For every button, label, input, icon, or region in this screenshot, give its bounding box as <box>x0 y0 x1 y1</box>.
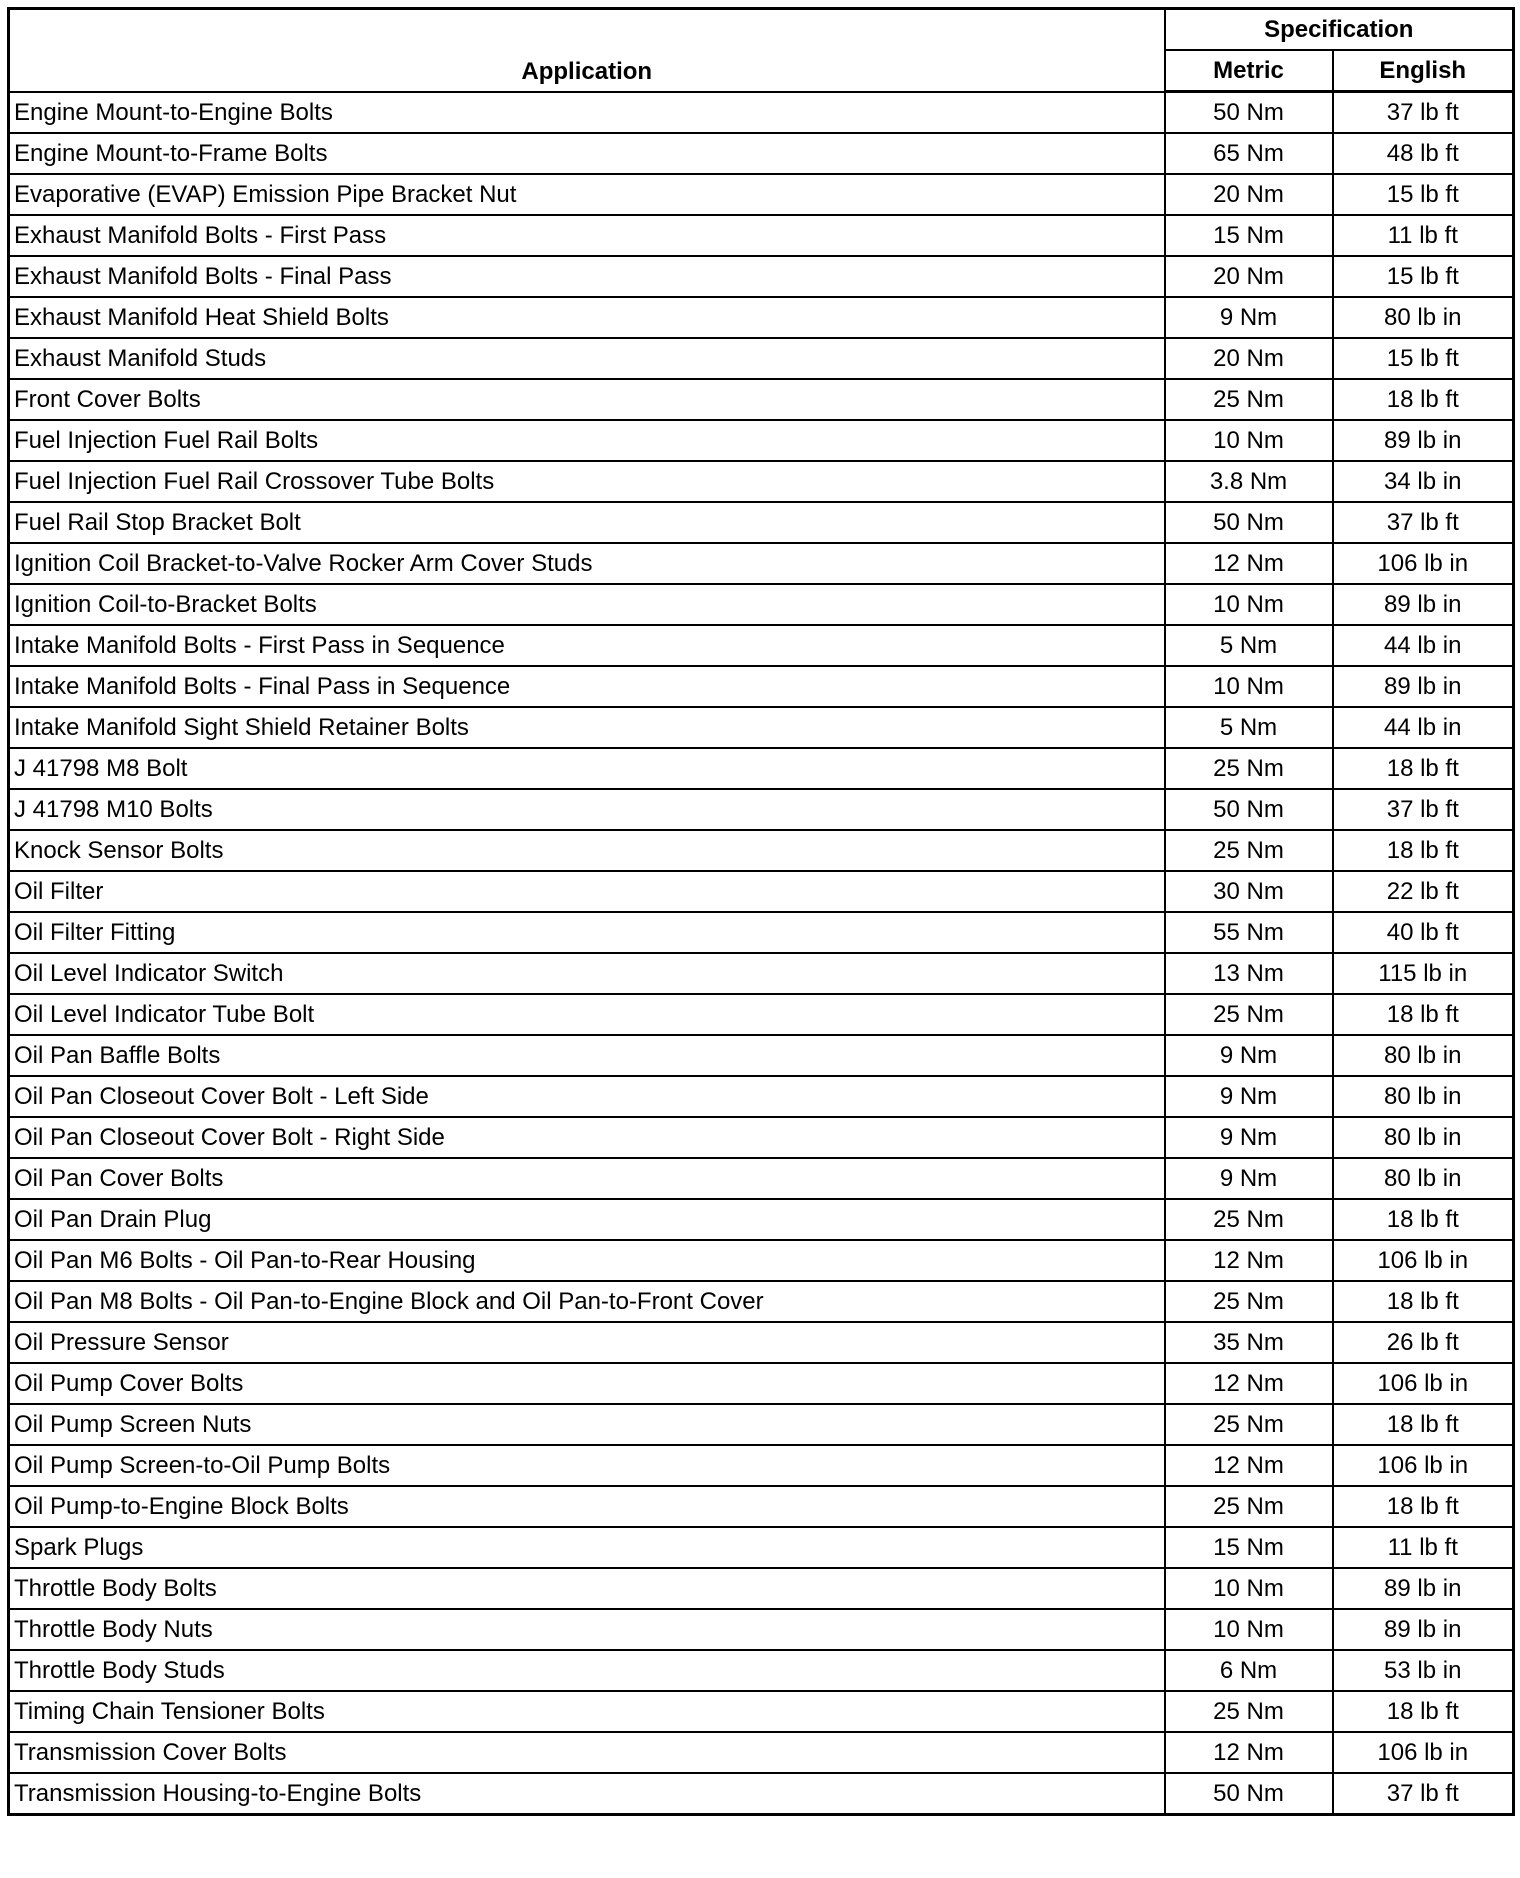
table-row <box>9 420 1514 461</box>
application-cell: Engine Mount-to-Frame Bolts <box>9 133 1165 174</box>
table-row <box>9 1158 1514 1199</box>
application-cell: Fuel Injection Fuel Rail Crossover Tube Bolts <box>9 461 1165 502</box>
english-cell: 37 lb ft <box>1333 1773 1514 1815</box>
metric-cell: 25 Nm <box>1165 1486 1333 1527</box>
english-cell: 18 lb ft <box>1333 994 1514 1035</box>
table-row <box>9 1650 1514 1691</box>
metric-cell: 5 Nm <box>1165 707 1333 748</box>
english-cell: 80 lb in <box>1333 1035 1514 1076</box>
metric-cell: 12 Nm <box>1165 1363 1333 1404</box>
english-cell: 18 lb ft <box>1333 1486 1514 1527</box>
metric-cell: 50 Nm <box>1165 1773 1333 1815</box>
english-cell: 18 lb ft <box>1333 379 1514 420</box>
english-cell: 80 lb in <box>1333 1076 1514 1117</box>
english-cell: 18 lb ft <box>1333 1404 1514 1445</box>
table-row <box>9 297 1514 338</box>
application-cell: Intake Manifold Bolts - Final Pass in Sequence <box>9 666 1165 707</box>
application-cell: Oil Pan Cover Bolts <box>9 1158 1165 1199</box>
application-cell: Ignition Coil-to-Bracket Bolts <box>9 584 1165 625</box>
table-row <box>9 1568 1514 1609</box>
metric-cell: 50 Nm <box>1165 789 1333 830</box>
metric-cell: 10 Nm <box>1165 1609 1333 1650</box>
english-cell: 106 lb in <box>1333 1732 1514 1773</box>
metric-cell: 35 Nm <box>1165 1322 1333 1363</box>
table-row <box>9 1117 1514 1158</box>
english-cell: 18 lb ft <box>1333 1281 1514 1322</box>
table-row <box>9 1404 1514 1445</box>
table-body <box>9 92 1514 1815</box>
application-cell: J 41798 M10 Bolts <box>9 789 1165 830</box>
table-row <box>9 461 1514 502</box>
metric-cell: 9 Nm <box>1165 1117 1333 1158</box>
metric-cell: 12 Nm <box>1165 1732 1333 1773</box>
application-cell: Exhaust Manifold Studs <box>9 338 1165 379</box>
table-row <box>9 748 1514 789</box>
table-row <box>9 707 1514 748</box>
metric-cell: 9 Nm <box>1165 297 1333 338</box>
application-cell: Throttle Body Nuts <box>9 1609 1165 1650</box>
application-cell: Engine Mount-to-Engine Bolts <box>9 92 1165 134</box>
metric-cell: 3.8 Nm <box>1165 461 1333 502</box>
table-row <box>9 871 1514 912</box>
metric-cell: 13 Nm <box>1165 953 1333 994</box>
english-cell: 11 lb ft <box>1333 215 1514 256</box>
table-row <box>9 830 1514 871</box>
table-row <box>9 666 1514 707</box>
application-cell: Fuel Rail Stop Bracket Bolt <box>9 502 1165 543</box>
metric-cell: 25 Nm <box>1165 1404 1333 1445</box>
application-cell: Spark Plugs <box>9 1527 1165 1568</box>
metric-cell: 12 Nm <box>1165 1445 1333 1486</box>
torque-spec-table <box>7 7 1515 1816</box>
table-row <box>9 543 1514 584</box>
metric-cell: 5 Nm <box>1165 625 1333 666</box>
application-cell: Oil Filter Fitting <box>9 912 1165 953</box>
english-cell: 18 lb ft <box>1333 748 1514 789</box>
application-cell: Fuel Injection Fuel Rail Bolts <box>9 420 1165 461</box>
english-cell: 80 lb in <box>1333 297 1514 338</box>
application-cell: Oil Pan M8 Bolts - Oil Pan-to-Engine Block and Oil Pan-to-Front Cover <box>9 1281 1165 1322</box>
table-row <box>9 379 1514 420</box>
metric-cell: 9 Nm <box>1165 1158 1333 1199</box>
application-cell: Evaporative (EVAP) Emission Pipe Bracket Nut <box>9 174 1165 215</box>
application-cell: Exhaust Manifold Bolts - First Pass <box>9 215 1165 256</box>
application-cell: Oil Pan Closeout Cover Bolt - Left Side <box>9 1076 1165 1117</box>
application-cell: Oil Pump-to-Engine Block Bolts <box>9 1486 1165 1527</box>
metric-cell: 12 Nm <box>1165 1240 1333 1281</box>
table-row <box>9 1076 1514 1117</box>
english-cell: 18 lb ft <box>1333 1691 1514 1732</box>
metric-cell: 15 Nm <box>1165 215 1333 256</box>
table-row <box>9 1322 1514 1363</box>
metric-cell: 25 Nm <box>1165 1199 1333 1240</box>
table-row <box>9 625 1514 666</box>
table-row <box>9 1363 1514 1404</box>
english-cell: 89 lb in <box>1333 584 1514 625</box>
english-cell: 37 lb ft <box>1333 789 1514 830</box>
english-cell: 40 lb ft <box>1333 912 1514 953</box>
english-cell: 15 lb ft <box>1333 338 1514 379</box>
metric-cell: 65 Nm <box>1165 133 1333 174</box>
metric-cell: 10 Nm <box>1165 584 1333 625</box>
english-cell: 37 lb ft <box>1333 92 1514 134</box>
table-row <box>9 1199 1514 1240</box>
metric-cell: 25 Nm <box>1165 994 1333 1035</box>
application-cell: Exhaust Manifold Heat Shield Bolts <box>9 297 1165 338</box>
english-cell: 106 lb in <box>1333 1240 1514 1281</box>
metric-cell: 10 Nm <box>1165 1568 1333 1609</box>
metric-cell: 20 Nm <box>1165 338 1333 379</box>
table-row <box>9 1240 1514 1281</box>
table-row <box>9 584 1514 625</box>
metric-cell: 30 Nm <box>1165 871 1333 912</box>
english-cell: 11 lb ft <box>1333 1527 1514 1568</box>
english-cell: 89 lb in <box>1333 666 1514 707</box>
application-cell: Oil Filter <box>9 871 1165 912</box>
application-cell: Oil Pump Screen Nuts <box>9 1404 1165 1445</box>
table-row <box>9 953 1514 994</box>
application-cell: Throttle Body Bolts <box>9 1568 1165 1609</box>
application-cell: Transmission Cover Bolts <box>9 1732 1165 1773</box>
table-row <box>9 256 1514 297</box>
english-cell: 18 lb ft <box>1333 830 1514 871</box>
metric-cell: 9 Nm <box>1165 1035 1333 1076</box>
application-cell: Oil Pressure Sensor <box>9 1322 1165 1363</box>
application-cell: Intake Manifold Bolts - First Pass in Sequence <box>9 625 1165 666</box>
english-cell: 26 lb ft <box>1333 1322 1514 1363</box>
metric-cell: 25 Nm <box>1165 1281 1333 1322</box>
table-row <box>9 338 1514 379</box>
application-cell: Oil Level Indicator Tube Bolt <box>9 994 1165 1035</box>
english-cell: 44 lb in <box>1333 707 1514 748</box>
metric-cell: 12 Nm <box>1165 543 1333 584</box>
metric-cell: 55 Nm <box>1165 912 1333 953</box>
english-cell: 22 lb ft <box>1333 871 1514 912</box>
metric-cell: 15 Nm <box>1165 1527 1333 1568</box>
table-row <box>9 1281 1514 1322</box>
header-row-top <box>9 9 1514 51</box>
english-cell: 37 lb ft <box>1333 502 1514 543</box>
english-cell: 34 lb in <box>1333 461 1514 502</box>
application-cell: Exhaust Manifold Bolts - Final Pass <box>9 256 1165 297</box>
metric-cell: 50 Nm <box>1165 502 1333 543</box>
application-cell: Oil Pan Closeout Cover Bolt - Right Side <box>9 1117 1165 1158</box>
english-cell: 44 lb in <box>1333 625 1514 666</box>
english-header: English <box>1333 50 1514 92</box>
english-cell: 89 lb in <box>1333 420 1514 461</box>
english-cell: 48 lb ft <box>1333 133 1514 174</box>
application-cell: Knock Sensor Bolts <box>9 830 1165 871</box>
english-cell: 15 lb ft <box>1333 256 1514 297</box>
application-cell: Timing Chain Tensioner Bolts <box>9 1691 1165 1732</box>
specification-header: Specification <box>1165 9 1514 51</box>
table-row <box>9 789 1514 830</box>
table-row <box>9 1773 1514 1815</box>
english-cell: 18 lb ft <box>1333 1199 1514 1240</box>
metric-cell: 25 Nm <box>1165 1691 1333 1732</box>
table-row <box>9 1486 1514 1527</box>
application-cell: J 41798 M8 Bolt <box>9 748 1165 789</box>
table-row <box>9 1445 1514 1486</box>
metric-cell: 10 Nm <box>1165 420 1333 461</box>
metric-cell: 50 Nm <box>1165 92 1333 134</box>
application-cell: Oil Pan Drain Plug <box>9 1199 1165 1240</box>
table-row <box>9 1527 1514 1568</box>
english-cell: 106 lb in <box>1333 543 1514 584</box>
english-cell: 89 lb in <box>1333 1609 1514 1650</box>
table-row <box>9 215 1514 256</box>
english-cell: 106 lb in <box>1333 1445 1514 1486</box>
application-cell: Throttle Body Studs <box>9 1650 1165 1691</box>
table-row <box>9 912 1514 953</box>
english-cell: 53 lb in <box>1333 1650 1514 1691</box>
metric-cell: 25 Nm <box>1165 830 1333 871</box>
application-header: Application <box>9 9 1165 92</box>
table-row <box>9 1609 1514 1650</box>
metric-cell: 25 Nm <box>1165 748 1333 789</box>
table-row <box>9 994 1514 1035</box>
table-row <box>9 1732 1514 1773</box>
table-row <box>9 502 1514 543</box>
application-cell: Oil Pan M6 Bolts - Oil Pan-to-Rear Housing <box>9 1240 1165 1281</box>
metric-cell: 25 Nm <box>1165 379 1333 420</box>
application-cell: Oil Pump Screen-to-Oil Pump Bolts <box>9 1445 1165 1486</box>
english-cell: 89 lb in <box>1333 1568 1514 1609</box>
metric-cell: 20 Nm <box>1165 256 1333 297</box>
table-header <box>9 9 1514 92</box>
table-row <box>9 1035 1514 1076</box>
table-row <box>9 174 1514 215</box>
table-row <box>9 133 1514 174</box>
english-cell: 80 lb in <box>1333 1117 1514 1158</box>
english-cell: 80 lb in <box>1333 1158 1514 1199</box>
application-cell: Transmission Housing-to-Engine Bolts <box>9 1773 1165 1815</box>
english-cell: 15 lb ft <box>1333 174 1514 215</box>
metric-header: Metric <box>1165 50 1333 92</box>
metric-cell: 10 Nm <box>1165 666 1333 707</box>
metric-cell: 20 Nm <box>1165 174 1333 215</box>
application-cell: Intake Manifold Sight Shield Retainer Bolts <box>9 707 1165 748</box>
application-cell: Oil Pan Baffle Bolts <box>9 1035 1165 1076</box>
metric-cell: 9 Nm <box>1165 1076 1333 1117</box>
application-cell: Ignition Coil Bracket-to-Valve Rocker Arm Cover Studs <box>9 543 1165 584</box>
table-row <box>9 92 1514 134</box>
english-cell: 115 lb in <box>1333 953 1514 994</box>
application-cell: Front Cover Bolts <box>9 379 1165 420</box>
metric-cell: 6 Nm <box>1165 1650 1333 1691</box>
application-cell: Oil Level Indicator Switch <box>9 953 1165 994</box>
table-row <box>9 1691 1514 1732</box>
application-cell: Oil Pump Cover Bolts <box>9 1363 1165 1404</box>
english-cell: 106 lb in <box>1333 1363 1514 1404</box>
